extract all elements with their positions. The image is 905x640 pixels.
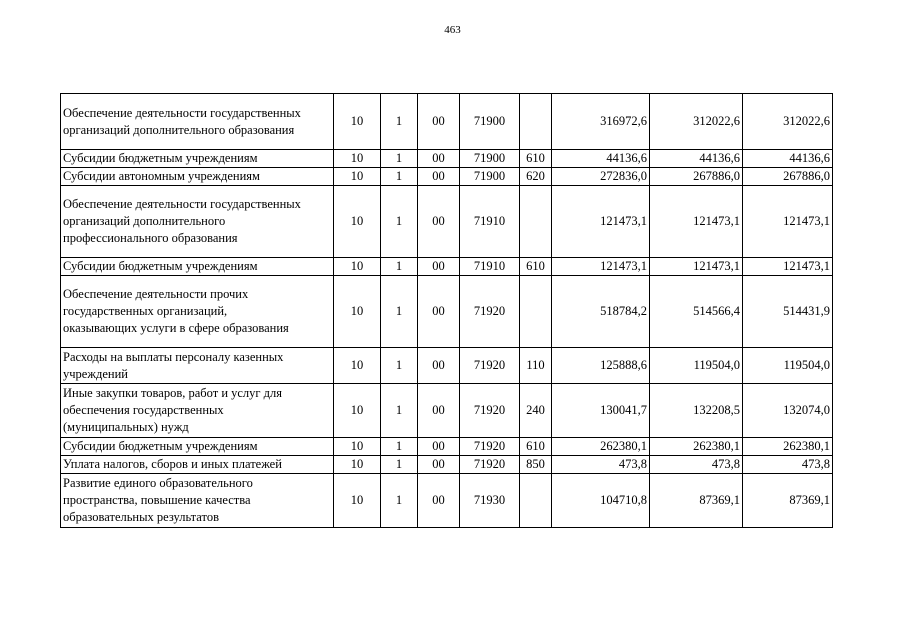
target-article-code-cell: 71920 (460, 348, 520, 384)
expense-name-line: профессионального образования (63, 231, 238, 245)
amount-year2-cell: 132208,5 (650, 384, 743, 438)
subsection-code-cell: 1 (381, 150, 418, 168)
table-row (61, 384, 833, 438)
program-code-cell: 00 (418, 474, 460, 528)
table-row (61, 348, 833, 384)
amount-year2-cell: 87369,1 (650, 474, 743, 528)
expense-name-line: (муниципальных) нужд (63, 420, 189, 434)
expense-type-code-cell: 620 (520, 168, 552, 186)
table-row (61, 474, 833, 528)
section-code-cell: 10 (334, 276, 381, 348)
target-article-code-cell: 71900 (460, 94, 520, 150)
subsection-code-cell: 1 (381, 186, 418, 258)
amount-year1-cell: 121473,1 (552, 258, 650, 276)
amount-year2-cell: 44136,6 (650, 150, 743, 168)
target-article-code-cell: 71910 (460, 186, 520, 258)
section-code-cell: 10 (334, 168, 381, 186)
section-code-cell: 10 (334, 456, 381, 474)
expense-name-cell (61, 168, 334, 186)
amount-year3-cell: 119504,0 (743, 348, 833, 384)
amount-year1-cell: 262380,1 (552, 438, 650, 456)
program-code-cell: 00 (418, 438, 460, 456)
program-code-cell: 00 (418, 186, 460, 258)
expense-name-line: Субсидии бюджетным учреждениям (63, 259, 258, 273)
page-number: 463 (444, 24, 461, 36)
amount-year1-cell: 104710,8 (552, 474, 650, 528)
expense-name-line: Субсидии бюджетным учреждениям (63, 439, 258, 453)
target-article-code-cell: 71900 (460, 150, 520, 168)
amount-year2-cell: 262380,1 (650, 438, 743, 456)
expense-type-code-cell: 610 (520, 438, 552, 456)
section-code-cell: 10 (334, 94, 381, 150)
program-code-cell: 00 (418, 258, 460, 276)
expense-name-cell (61, 456, 334, 474)
expense-name-cell (61, 94, 334, 150)
amount-year1-cell: 473,8 (552, 456, 650, 474)
expense-name-line: Обеспечение деятельности государственных (63, 105, 301, 120)
expense-name-line: Расходы на выплаты персоналу казенных (63, 349, 284, 364)
program-code-cell: 00 (418, 384, 460, 438)
amount-year3-cell: 121473,1 (743, 186, 833, 258)
amount-year1-cell: 316972,6 (552, 94, 650, 150)
expense-name-cell (61, 438, 334, 456)
amount-year2-cell: 119504,0 (650, 348, 743, 384)
section-code-cell: 10 (334, 258, 381, 276)
amount-year1-cell: 125888,6 (552, 348, 650, 384)
section-code-cell: 10 (334, 474, 381, 528)
table-row (61, 168, 833, 186)
program-code-cell: 00 (418, 276, 460, 348)
table-row (61, 276, 833, 348)
amount-year3-cell: 262380,1 (743, 438, 833, 456)
amount-year3-cell: 267886,0 (743, 168, 833, 186)
expense-name-line: Субсидии автономным учреждениям (63, 169, 260, 183)
amount-year1-cell: 44136,6 (552, 150, 650, 168)
subsection-code-cell: 1 (381, 276, 418, 348)
expense-type-code-cell (520, 94, 552, 150)
subsection-code-cell: 1 (381, 474, 418, 528)
expense-name-line: образовательных результатов (63, 510, 219, 524)
expense-name-line: Субсидии бюджетным учреждениям (63, 151, 258, 165)
program-code-cell: 00 (418, 94, 460, 150)
subsection-code-cell: 1 (381, 168, 418, 186)
expense-name-line: Обеспечение деятельности государственных (63, 197, 301, 211)
expense-name-line: обеспечения государственных (63, 403, 224, 417)
subsection-code-cell: 1 (381, 258, 418, 276)
expense-name-line: Развитие единого образовательного (63, 476, 253, 490)
amount-year2-cell: 312022,6 (650, 94, 743, 150)
table-row (61, 150, 833, 168)
subsection-code-cell: 1 (381, 94, 418, 150)
expense-name-cell (61, 384, 334, 438)
expense-type-code-cell (520, 186, 552, 258)
amount-year1-cell: 272836,0 (552, 168, 650, 186)
amount-year1-cell: 121473,1 (552, 186, 650, 258)
expense-name-line: пространства, повышение качества (63, 493, 251, 507)
amount-year2-cell: 121473,1 (650, 258, 743, 276)
amount-year3-cell: 473,8 (743, 456, 833, 474)
expense-name-line: Обеспечение деятельности прочих (63, 287, 249, 301)
subsection-code-cell: 1 (381, 456, 418, 474)
target-article-code-cell: 71930 (460, 474, 520, 528)
budget-table (60, 93, 833, 528)
amount-year2-cell: 267886,0 (650, 168, 743, 186)
expense-name-line: государственных организаций, (63, 304, 228, 318)
amount-year1-cell: 518784,2 (552, 276, 650, 348)
amount-year3-cell: 132074,0 (743, 384, 833, 438)
expense-name-line: организаций дополнительного (63, 214, 226, 228)
program-code-cell: 00 (418, 348, 460, 384)
amount-year3-cell: 87369,1 (743, 474, 833, 528)
expense-name-cell (61, 258, 334, 276)
subsection-code-cell: 1 (381, 348, 418, 384)
target-article-code-cell: 71920 (460, 438, 520, 456)
subsection-code-cell: 1 (381, 384, 418, 438)
program-code-cell: 00 (418, 456, 460, 474)
program-code-cell: 00 (418, 168, 460, 186)
section-code-cell: 10 (334, 348, 381, 384)
amount-year1-cell: 130041,7 (552, 384, 650, 438)
table-row (61, 456, 833, 474)
section-code-cell: 10 (334, 438, 381, 456)
target-article-code-cell: 71910 (460, 258, 520, 276)
expense-type-code-cell: 110 (520, 348, 552, 384)
expense-name-cell (61, 348, 334, 384)
table-row (61, 258, 833, 276)
expense-name-cell (61, 150, 334, 168)
section-code-cell: 10 (334, 384, 381, 438)
expense-type-code-cell (520, 474, 552, 528)
section-code-cell: 10 (334, 186, 381, 258)
amount-year3-cell: 312022,6 (743, 94, 833, 150)
target-article-code-cell: 71900 (460, 168, 520, 186)
expense-name-cell (61, 276, 334, 348)
expense-type-code-cell (520, 276, 552, 348)
amount-year2-cell: 121473,1 (650, 186, 743, 258)
expense-name-cell (61, 474, 334, 528)
target-article-code-cell: 71920 (460, 384, 520, 438)
expense-type-code-cell: 610 (520, 258, 552, 276)
amount-year2-cell: 473,8 (650, 456, 743, 474)
target-article-code-cell: 71920 (460, 276, 520, 348)
amount-year3-cell: 121473,1 (743, 258, 833, 276)
expense-type-code-cell: 240 (520, 384, 552, 438)
expense-name-line: организаций дополнительного образования (63, 122, 295, 137)
amount-year3-cell: 514431,9 (743, 276, 833, 348)
amount-year3-cell: 44136,6 (743, 150, 833, 168)
table-body (61, 94, 833, 528)
subsection-code-cell: 1 (381, 438, 418, 456)
expense-name-line: учреждений (63, 366, 128, 381)
section-code-cell: 10 (334, 150, 381, 168)
target-article-code-cell: 71920 (460, 456, 520, 474)
expense-type-code-cell: 610 (520, 150, 552, 168)
expense-name-cell (61, 186, 334, 258)
table-row (61, 94, 833, 150)
table-row (61, 438, 833, 456)
program-code-cell: 00 (418, 150, 460, 168)
amount-year2-cell: 514566,4 (650, 276, 743, 348)
table-row (61, 186, 833, 258)
expense-name-line: Иные закупки товаров, работ и услуг для (63, 386, 283, 400)
expense-type-code-cell: 850 (520, 456, 552, 474)
expense-name-line: Уплата налогов, сборов и иных платежей (63, 457, 282, 471)
expense-name-line: оказывающих услуги в сфере образования (63, 321, 289, 335)
